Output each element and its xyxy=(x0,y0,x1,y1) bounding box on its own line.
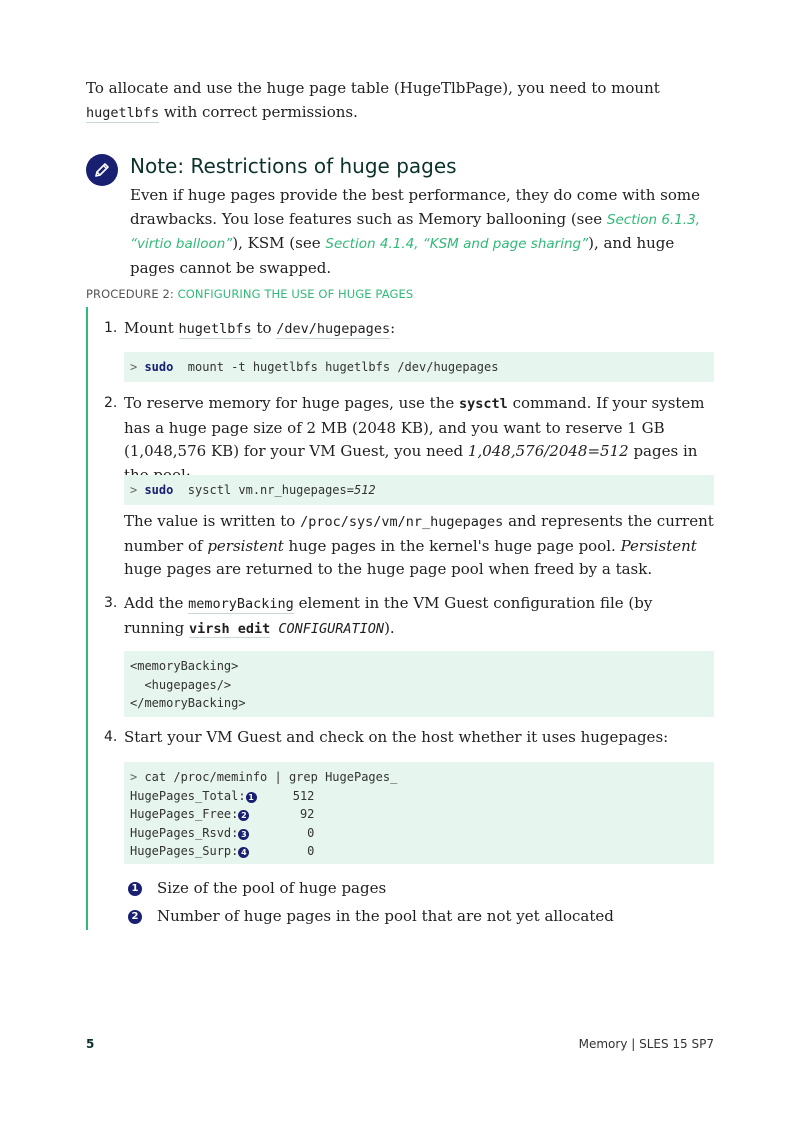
section-link[interactable]: Section 6.1.3, “virtio balloon” xyxy=(130,211,700,252)
step-number: 2. xyxy=(104,395,118,411)
procedure-title: PROCEDURE 2: CONFIGURING THE USE OF HUGE PAGES xyxy=(86,287,414,301)
step-number: 1. xyxy=(104,320,118,336)
list-item: 1 Size of the pool of huge pages xyxy=(124,877,714,905)
code-block: > sudo mount -t hugetlbfs hugetlbfs /dev/hugepages xyxy=(124,352,714,382)
code-block: <memoryBacking> <hugepages/> </memoryBacking> xyxy=(124,651,714,717)
command-name: sysctl xyxy=(459,396,508,412)
callout-marker: 4 xyxy=(238,847,249,858)
note-body: Even if huge pages provide the best performance, they do come with some drawbacks. You lose features such as Memory ballooning (see Section 6.1.3, “virtio balloon”), KSM (see Section 4.1.4, “KSM and page sharing”), and huge pages cannot be swapped. xyxy=(130,186,701,277)
callout-marker: 1 xyxy=(246,792,257,803)
inline-code: /proc/sys/vm/nr_hugepages xyxy=(300,514,504,530)
callout-list xyxy=(124,877,714,933)
inline-code: hugetlbfs xyxy=(86,104,160,121)
list-item: 2 Number of huge pages in the pool that are not yet allocated xyxy=(124,905,714,933)
command-name: virsh edit xyxy=(188,620,271,637)
step-2-explanation: The value is written to /proc/sys/vm/nr_hugepages and represents the current number of persistent huge pages in the kernel's huge page pool. Persistent huge pages are returned to the huge page pool when freed by a task. xyxy=(124,512,714,578)
procedure-step-2: 2. To reserve memory for huge pages, use the sysctl command. If your system has a huge page size of 2 MB (2048 KB), and you want to reserve 1 GB (1,048,576 KB) for your VM Guest, you need 1,048,576/2048=512 pages in xyxy=(104,394,705,460)
step-number: 4. xyxy=(104,729,118,745)
intro-paragraph: To allocate and use the huge page table (HugeTlbPage), you need to mount hugetlbfs with correct permissions. xyxy=(86,79,660,121)
procedure-step-4: 4. Start your VM Guest and check on the host whether it uses hugepages: xyxy=(124,726,714,750)
callout-marker: 3 xyxy=(238,829,249,840)
inline-code: memoryBacking xyxy=(188,596,294,612)
page-number: 5 xyxy=(86,1037,95,1051)
step-number: 3. xyxy=(104,595,118,611)
code-block: > sudo sysctl vm.nr_hugepages=512 xyxy=(124,475,714,505)
callout-marker: 1 xyxy=(128,882,142,896)
procedure-step-1: 1. Mount hugetlbfs to /dev/hugepages: xyxy=(124,317,714,342)
section-link[interactable]: Section 4.1.4, “KSM and page sharing” xyxy=(325,236,589,252)
callout-marker: 2 xyxy=(238,810,249,821)
procedure-bar xyxy=(86,307,88,930)
inline-code: /dev/hugepages xyxy=(276,321,391,337)
inline-code: hugetlbfs xyxy=(178,321,252,337)
pencil-icon xyxy=(86,154,118,186)
footer-title: Memory | SLES 15 SP7 xyxy=(578,1037,714,1051)
callout-marker: 2 xyxy=(128,910,142,924)
procedure-step-3: 3. Add the memoryBacking element in the VM Guest configuration file (by running virsh edit CONFIGURATION). xyxy=(104,594,653,637)
note-title: Note: Restrictions of huge pages xyxy=(130,154,457,178)
code-block: > cat /proc/meminfo | grep HugePages_ HugePages_Total: 1 512 HugePages_Free: 2 92 HugePages_Rsvd: 3 0 HugePages_Surp: 4 0 xyxy=(124,762,714,864)
